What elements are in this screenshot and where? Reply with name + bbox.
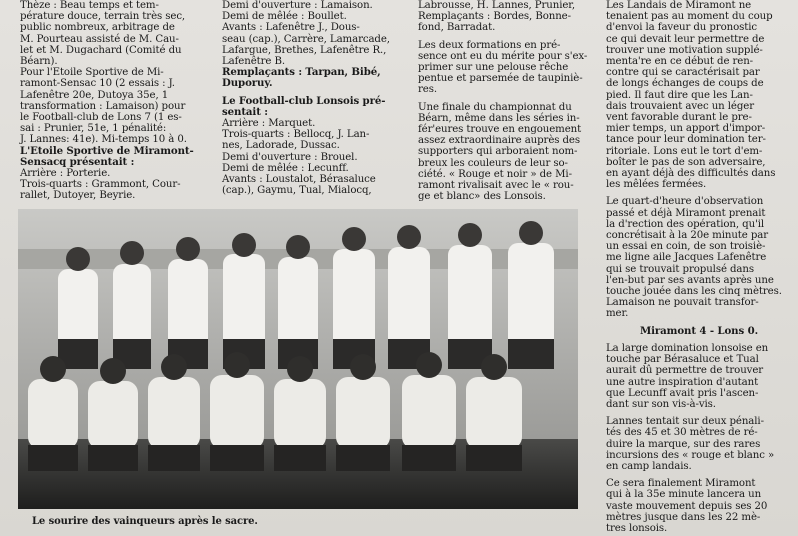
halftime-score: Miramont 4 - Lons 0.	[639, 324, 759, 337]
team-photo	[18, 209, 578, 509]
penalties-paragraph: Lannes tentait sur deux pénali- tés des 45 et 30 mètres de ré- duire la marque, sur des rares incursions des « rouge et blanc » en camp landais.	[606, 416, 775, 472]
match-conditions: Thèze : Beau temps et tem- pérature douce, terrain très sec, public nombreux, arbitrage de M. Pourteau assisté de M. Cau- let et M. Dugachard (Comité du Béarn).	[20, 0, 186, 68]
match-result: Pour l'Etoile Sportive de Mi- ramont-Sensac 10 (2 essais : J. Lafenêtre 20e, Dutoya 35e, 1 transformation : Lamaison) pour le Football-club de Lons 7 (1 es- sai : Prunier, 51e, 1 pénalité: J. Lannes: 41e). Mi-temps 10 à 0.	[20, 67, 187, 146]
lons-domination-paragraph: La large domination lonsoise en touche par Bérasaluce et Tual aurait dû permettre de trouver une autre inspiration d'autant que Lecunff avait pris l'ascen- dant sur son vis-à-vis.	[606, 342, 769, 410]
miramont-substitutes: Remplaçants : Tarpan, Bibé, Duporuy.	[222, 66, 381, 90]
article-column-2	[222, 0, 414, 196]
photo-caption: Le sourire des vainqueurs après le sacre.	[32, 516, 258, 527]
miramont-lineup-forwards: Demi d'ouverture : Lamaison. Demi de mêlée : Boullet. Avants : Lafenêtre J., Dous- seau (cap.), Carrère, Lamarcade, Lafargue, Brethes, Lafenêtre R., Lafenêtre B.	[222, 0, 390, 68]
pitch-paragraph: Les deux formations en pré- sence ont eu du mérite pour s'ex- primer sur une pelouse rêche pentue et parsemée de taupiniè- res.	[418, 39, 588, 96]
miramont-lineup-backs: Arrière : Porterie. Trois-quarts : Grammont, Cour- rallet, Dutoyer, Beyrie.	[20, 168, 181, 202]
final-move-paragraph: Ce sera finalement Miramont qui à la 35e minute lancera un vaste mouvement depuis ses 20 mètres jusque dans les 22 mè- tres lonsois.	[606, 478, 768, 534]
lons-lineup: Arrière : Marquet. Trois-quarts : Bellocq, J. Lan- nes, Ladorade, Dussac. Demi d'ouverture : Brouel. Demi de mêlée : Lecunff. Avants : Loustalot, Bérasaluce (cap.), Gaymu, Tual, Mialocq,	[222, 118, 376, 197]
article-column-4	[606, 0, 792, 534]
miramont-team-heading: L'Etoile Sportive de Miramont- Sensacq présentait :	[20, 144, 194, 168]
article-column-3	[418, 0, 596, 202]
lons-lineup-end: Labrousse, H. Lannes, Prunier, Remplaçants : Bordes, Bonne- fond, Barradat.	[418, 0, 576, 34]
supporters-paragraph: Une finale du championnat du Béarn, même dans les séries in- fér'eures trouve en engouement assez extraordinaire auprès des supporters qui arboraient nom- breux les couleurs de leur so- ciété. « Rouge et noir » de Mi- ramont rivalisait avec le « rou- ge et blanc» des Lonsois.	[418, 101, 582, 203]
first-try-paragraph: Le quart-d'heure d'observation passé et déjà Miramont prenait la d'rection des opération, qu'il concrétisait à la 20e minute par un essai en coin, de son troisiè- me ligne aile Jacques Lafenêtre qui se trouvait propulsé dans l'en-but par ses avants après une touche jouée dans les cinq mètres. Lamaison ne pouvait transfor- mer.	[606, 196, 782, 320]
article-column-1	[20, 0, 210, 202]
lons-team-heading: Le Football-club Lonsois pré- sentait :	[222, 94, 386, 118]
opening-paragraph: Les Landais de Miramont ne tenaient pas au moment du coup d'envoi la faveur du pronostic ce qui devait leur permettre de trouver une motivation supplé- menta're en ce début de ren- contre qui se caractérisait par de longs échanges de coups de pied. Il faut dire que les Lan- dais trouvaient avec un léger vent favorable durant le pre- mier temps, un apport d'impor- tance pour leur domination ter- ritoriale. Lons eut le tort d'em- boîter le pas de son adversaire, en ayant déjà des difficultés dans les mêlées fermées.	[606, 0, 776, 191]
